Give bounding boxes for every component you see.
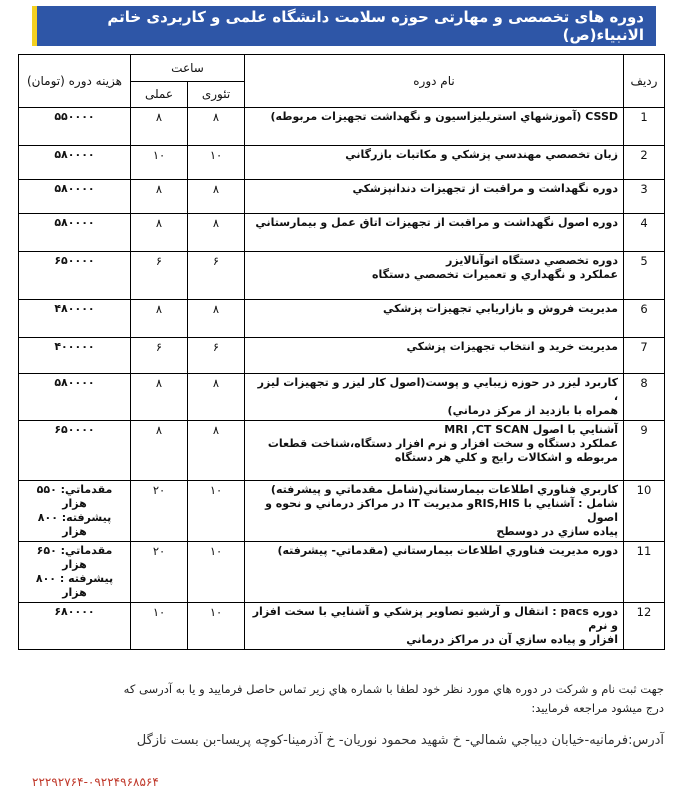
theory-hours: ۸ xyxy=(188,421,245,481)
header-hours: ساعت xyxy=(131,55,245,82)
course-cost xyxy=(19,214,131,252)
table-row xyxy=(19,481,665,542)
theory-hours: ۶ xyxy=(188,338,245,374)
course-name xyxy=(245,338,624,374)
course-name-line: مربوطه و اشكالات رايج و كلي هر دستگاه xyxy=(394,451,618,464)
practical-hours: ۸ xyxy=(131,180,188,214)
course-cost-line: پيشرفته : ۸۰۰ هزار xyxy=(35,572,114,599)
theory-hours: ۸ xyxy=(188,108,245,146)
row-number: 5 xyxy=(624,252,665,300)
course-name xyxy=(245,421,624,481)
course-name xyxy=(245,146,624,180)
address: آدرس:فرمانيه-خيابان ديباجي شمالي- خ شهيد محمود نوريان- خ آذرمينا-كوچه پريسا-بن بست نازگل xyxy=(136,733,664,748)
table-row xyxy=(19,108,665,146)
course-cost-line: ۵۸۰۰۰۰ xyxy=(54,148,95,161)
header-row-number: رديف xyxy=(624,55,665,108)
theory-hours: ۱۰ xyxy=(188,542,245,603)
phone-numbers: ۲۲۲۹۲۷۶۴-۰۹۲۲۴۹۶۸۵۶۴ xyxy=(32,775,159,789)
practical-hours: ۶ xyxy=(131,252,188,300)
course-cost-line: ۶۵۰۰۰۰ xyxy=(54,254,95,267)
course-name-line: شامل : آشنايي با RIS,HISو مديريت IT در مراكز درماني و نحوه و اصول xyxy=(265,497,618,524)
course-cost xyxy=(19,252,131,300)
theory-hours: ۸ xyxy=(188,300,245,338)
course-name xyxy=(245,300,624,338)
practical-hours: ۲۰ xyxy=(131,481,188,542)
course-name-line: پياده سازي در دوسطح xyxy=(496,525,618,538)
practical-hours: ۸ xyxy=(131,300,188,338)
theory-hours: ۱۰ xyxy=(188,146,245,180)
row-number: 2 xyxy=(624,146,665,180)
course-cost-line: ۵۵۰۰۰۰ xyxy=(54,110,95,123)
practical-hours: ۸ xyxy=(131,374,188,421)
header-practical: عملی xyxy=(131,81,188,108)
table-row xyxy=(19,374,665,421)
course-cost-line: ۵۸۰۰۰۰ xyxy=(54,376,95,389)
course-name xyxy=(245,180,624,214)
registration-note-line1: جهت ثبت نام و شركت در دوره هاي مورد نظر خود لطفا با شماره هاي زير تماس حاصل فرماييد و يا به آدرسی كه xyxy=(123,682,664,696)
course-name-line: دوره اصول نگهداشت و مراقبت از تجهيزات اتاق عمل و بيمارستاني xyxy=(255,216,618,229)
theory-hours: ۱۰ xyxy=(188,603,245,650)
header-theory: تئوری xyxy=(188,81,245,108)
course-name xyxy=(245,252,624,300)
course-name xyxy=(245,481,624,542)
course-name-line: دوره مديريت فناوري اطلاعات بيمارستاني (مقدماتي- پيشرفته) xyxy=(277,544,618,557)
table-row xyxy=(19,338,665,374)
course-cost-line: ۴۰۰۰۰۰ xyxy=(54,340,95,353)
course-cost-line: ۵۸۰۰۰۰ xyxy=(54,182,95,195)
course-name-line: مديريت فروش و بازاريابي تجهيزات پزشكي xyxy=(383,302,618,315)
row-number: 9 xyxy=(624,421,665,481)
table-row xyxy=(19,300,665,338)
row-number: 7 xyxy=(624,338,665,374)
practical-hours: ۶ xyxy=(131,338,188,374)
registration-note xyxy=(28,680,664,718)
course-cost-line: مقدماتي: ۵۵۰ هزار xyxy=(36,483,113,510)
table-row xyxy=(19,180,665,214)
practical-hours: ۲۰ xyxy=(131,542,188,603)
course-name-line: كاربري فناوري اطلاعات بيمارستاني(شامل مقدماتي و پيشرفته) xyxy=(270,483,618,496)
practical-hours: ۸ xyxy=(131,108,188,146)
course-name-line: CSSD (آموزشهاي استريليزاسيون و نگهداشت تجهيزات مربوطه) xyxy=(270,110,618,123)
course-name xyxy=(245,603,624,650)
header-cost: هزينه دوره (تومان) xyxy=(19,55,131,108)
course-name-line: كاربرد ليزر در حوزه زيبايي و پوست(اصول كار ليزر و تجهيزات ليزر ، xyxy=(257,376,618,403)
row-number: 4 xyxy=(624,214,665,252)
header-course-name: نام دوره xyxy=(245,55,624,108)
course-cost xyxy=(19,603,131,650)
row-number: 1 xyxy=(624,108,665,146)
course-cost xyxy=(19,300,131,338)
course-name-line: عملكرد و نگهداري و تعميرات تخصصي دستگاه xyxy=(372,268,618,281)
course-name-line: آشنايي با اصول MRI ,CT SCAN xyxy=(444,423,618,436)
registration-note-line2: درج ميشود مراجعه فرماييد: xyxy=(531,701,664,715)
practical-hours: ۱۰ xyxy=(131,146,188,180)
course-cost xyxy=(19,108,131,146)
course-cost xyxy=(19,481,131,542)
course-cost-line: پيشرفته: ۸۰۰ هزار xyxy=(37,511,112,538)
course-cost xyxy=(19,146,131,180)
table-row xyxy=(19,214,665,252)
page-header xyxy=(32,6,656,46)
theory-hours: ۸ xyxy=(188,180,245,214)
table-row xyxy=(19,252,665,300)
theory-hours: ۸ xyxy=(188,374,245,421)
course-name-line: مديريت خريد و انتخاب تجهيزات پزشكي xyxy=(406,340,618,353)
course-cost xyxy=(19,180,131,214)
row-number: 11 xyxy=(624,542,665,603)
course-name xyxy=(245,542,624,603)
course-name-line: عملكرد دستگاه و سخت افزار و نرم افزار دستگاه،شناخت قطعات xyxy=(267,437,618,450)
theory-hours: ۸ xyxy=(188,214,245,252)
course-cost xyxy=(19,421,131,481)
course-name xyxy=(245,214,624,252)
course-name xyxy=(245,108,624,146)
course-cost xyxy=(19,542,131,603)
course-name xyxy=(245,374,624,421)
row-number: 3 xyxy=(624,180,665,214)
practical-hours: ۸ xyxy=(131,421,188,481)
course-cost-line: مقدماتي: ۶۵۰ هزار xyxy=(36,544,113,571)
table-row xyxy=(19,421,665,481)
course-name-line: دوره تخصصي دستگاه اتوآنالايزر xyxy=(446,254,618,267)
page-title: دوره های تخصصی و مهارتی حوزه سلامت دانشگاه علمی و کاربردی خاتم الانبیاء(ص) xyxy=(107,8,644,44)
table-row xyxy=(19,146,665,180)
course-cost-line: ۴۸۰۰۰۰ xyxy=(54,302,95,315)
course-cost-line: ۶۵۰۰۰۰ xyxy=(54,423,95,436)
course-cost-line: ۵۸۰۰۰۰ xyxy=(54,216,95,229)
table-header-row xyxy=(19,55,665,82)
row-number: 12 xyxy=(624,603,665,650)
row-number: 10 xyxy=(624,481,665,542)
course-cost xyxy=(19,338,131,374)
theory-hours: ۶ xyxy=(188,252,245,300)
course-cost xyxy=(19,374,131,421)
row-number: 8 xyxy=(624,374,665,421)
practical-hours: ۸ xyxy=(131,214,188,252)
course-name-line: دوره نگهداشت و مراقبت از تجهيزات دندانپزشكي xyxy=(352,182,618,195)
table-row xyxy=(19,542,665,603)
course-name-line: زبان تخصصي مهندسي پزشكي و مكاتبات بازرگاني xyxy=(345,148,618,161)
course-name-line: همراه با بازديد از مركز درماني) xyxy=(447,404,618,417)
practical-hours: ۱۰ xyxy=(131,603,188,650)
row-number: 6 xyxy=(624,300,665,338)
theory-hours: ۱۰ xyxy=(188,481,245,542)
table-row xyxy=(19,603,665,650)
courses-table xyxy=(18,54,665,650)
course-cost-line: ۶۸۰۰۰۰ xyxy=(54,605,95,618)
course-name-line: افزار و پياده سازي آن در مراكز درماني xyxy=(406,633,618,646)
course-name-line: دوره pacs : انتقال و آرشيو تصاوير پزشكي و آشنايي با سخت افزار و نرم xyxy=(252,605,618,632)
